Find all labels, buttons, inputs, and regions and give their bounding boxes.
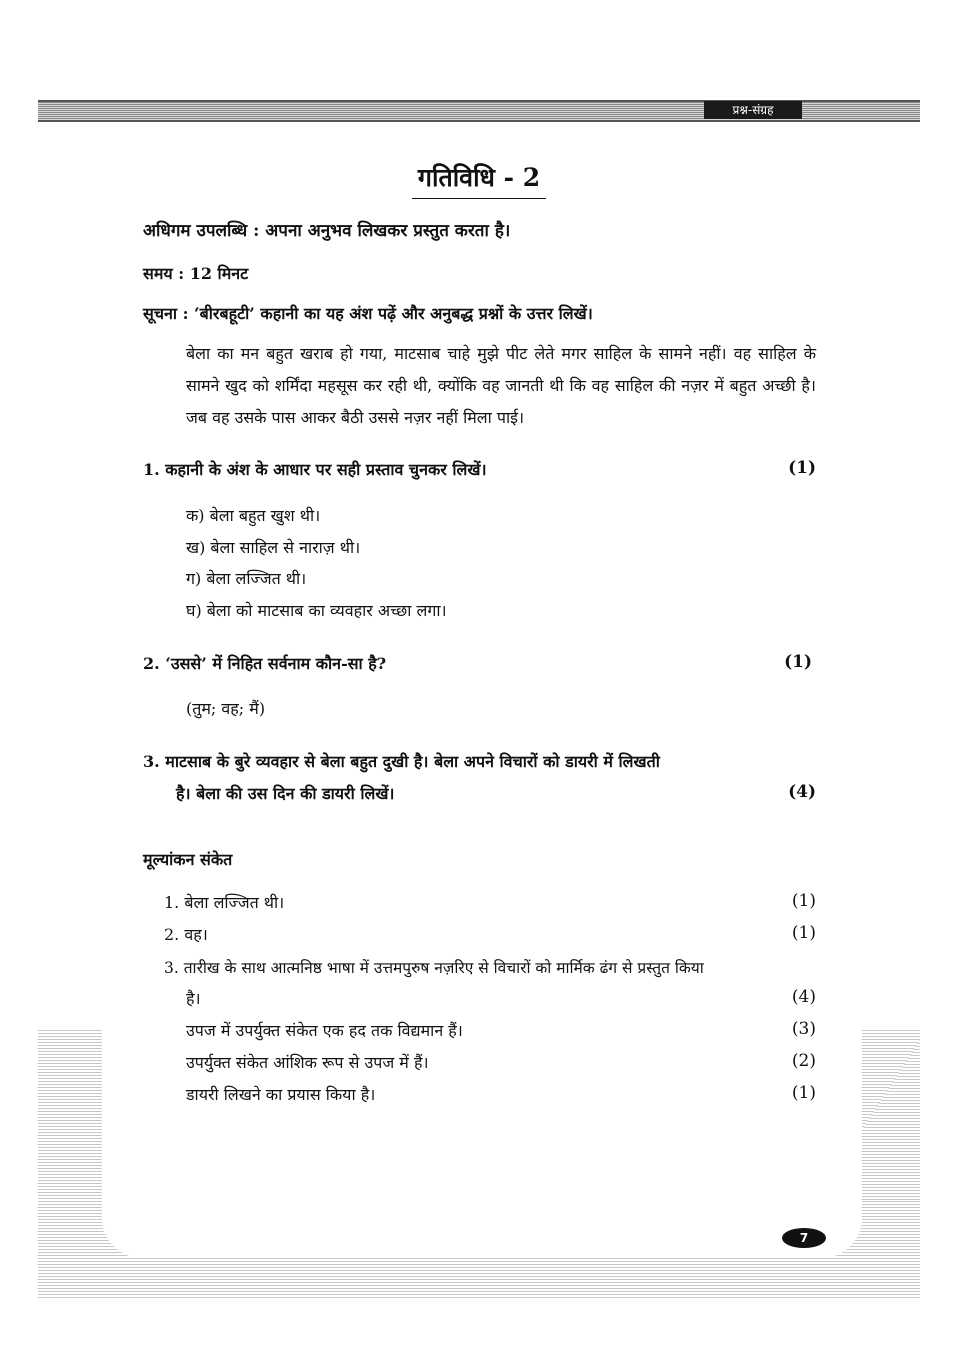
evaluation-mark: (4) (791, 987, 816, 1007)
story-passage: बेला का मन बहुत खराब हो गया, माटसाब चाहे मुझे पीट लेते मगर साहिल के सामने नहीं। वह साहिल के सामने खुद को शर्मिंदा महसूस कर रही थी, क्योंकि वह जानती थी कि वह साहिल की नज़र में बहुत अच्छी है। जब वह उसके पास आकर बैठी उससे नज़र नहीं मिला पाई। (186, 344, 816, 427)
evaluation-item: 1. बेला लज्जित थी। (164, 893, 285, 912)
evaluation-item: उपर्युक्त संकेत आंशिक रूप से उपज में हैं। (186, 1053, 429, 1072)
evaluation-item: 3. तारीख के साथ आत्मनिष्ठ भाषा में उत्तमपुरुष नज़रिए से विचारों को मार्मिक ढंग से प्रस्तुत किया (164, 959, 704, 977)
question-1: 1. कहानी के अंश के आधार पर सही प्रस्ताव चुनकर लिखें। (143, 460, 487, 479)
page-title: गतिविधि - 2 (0, 160, 958, 194)
instruction: सूचना : ‘बीरबहूटी’ कहानी का यह अंश पढ़ें और अनुबद्ध प्रश्नों के उत्तर लिखें। (143, 304, 593, 323)
question-2: 2. ‘उससे’ में निहित सर्वनाम कौन-सा है? (143, 654, 387, 673)
evaluation-item: डायरी लिखने का प्रयास किया है। (186, 1085, 376, 1104)
learning-outcome: अधिगम उपलब्धि : अपना अनुभव लिखकर प्रस्तुत करता है। (143, 221, 511, 241)
evaluation-item: है। (186, 989, 201, 1008)
page-number: 7 (782, 1228, 826, 1248)
time-limit: समय : 12 मिनट (143, 264, 249, 283)
option-1d: घ) बेला को माटसाब का व्यवहार अच्छा लगा। (186, 601, 447, 620)
option-2: (तुम; वह; मैं) (186, 699, 266, 718)
evaluation-mark: (3) (791, 1019, 816, 1039)
evaluation-mark: (1) (791, 923, 816, 943)
option-1a: क) बेला बहुत खुश थी। (186, 506, 321, 525)
question-1-mark: (1) (788, 458, 816, 478)
question-2-mark: (1) (784, 652, 812, 672)
option-1c: ग) बेला लज्जित थी। (186, 569, 307, 588)
evaluation-item: उपज में उपर्युक्त संकेत एक हद तक विद्यमान हैं। (186, 1021, 463, 1040)
question-3-line-2: है। बेला की उस दिन की डायरी लिखें। (176, 784, 395, 803)
evaluation-mark: (1) (791, 1083, 816, 1103)
option-1b: ख) बेला साहिल से नाराज़ थी। (186, 538, 361, 557)
header-label: प्रश्न-संग्रह (704, 101, 802, 119)
evaluation-mark: (1) (791, 891, 816, 911)
evaluation-item: 2. वह। (164, 925, 208, 944)
question-3-mark: (4) (788, 782, 816, 802)
evaluation-heading: मूल्यांकन संकेत (143, 850, 233, 869)
question-3-line-1: 3. माटसाब के बुरे व्यवहार से बेला बहुत दुखी है। बेला अपने विचारों को डायरी में लिखती (143, 752, 660, 771)
evaluation-mark: (2) (791, 1051, 816, 1071)
